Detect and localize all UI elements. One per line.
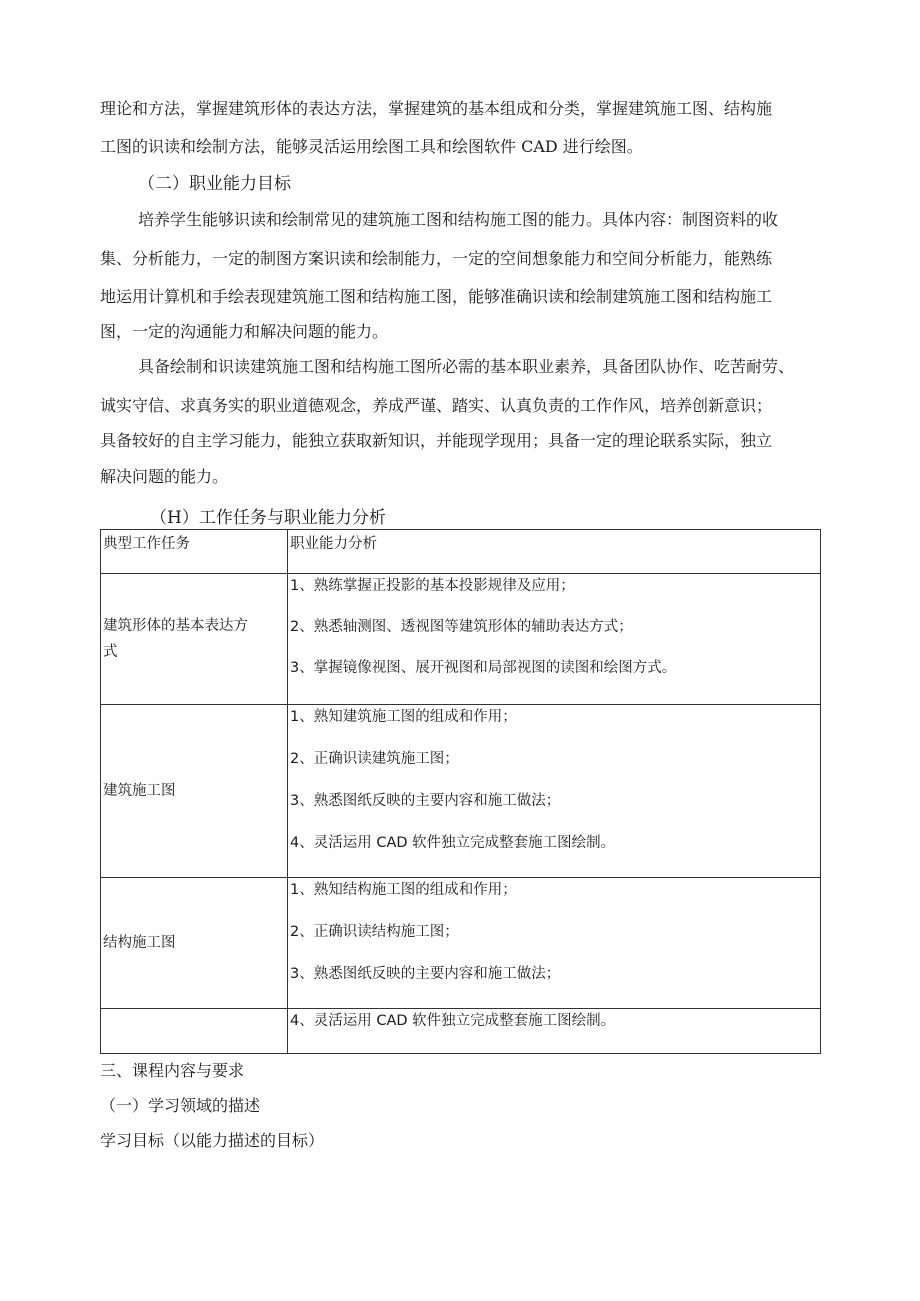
para1-line-4: 图，一定的沟通能力和解决问题的能力。 bbox=[100, 322, 389, 341]
header-cell-task: 典型工作任务 bbox=[101, 530, 288, 574]
ability-item: 3、熟悉图纸反映的主要内容和施工做法； bbox=[290, 966, 561, 982]
intro-line-2: 工图的识读和绘制方法，能够灵活运用绘图工具和绘图软件 CAD 进行绘图。 bbox=[100, 137, 643, 156]
ability-cell bbox=[288, 878, 821, 1009]
task-cell: 建筑形体的基本表达方 式 bbox=[101, 574, 288, 705]
ability-cell bbox=[288, 1009, 821, 1054]
ability-item: 3、熟悉图纸反映的主要内容和施工做法； bbox=[290, 793, 561, 809]
ability-item: 1、熟知结构施工图的组成和作用； bbox=[290, 882, 517, 898]
task-cell: 建筑施工图 bbox=[101, 705, 288, 878]
learning-goal-label: 学习目标（以能力描述的目标） bbox=[100, 1131, 325, 1150]
ability-item: 3、掌握镜像视图、展开视图和局部视图的读图和绘图方式。 bbox=[290, 660, 677, 676]
subsection-1-title: （一）学习领域的描述 bbox=[100, 1096, 261, 1115]
table-header-row bbox=[101, 530, 821, 574]
ability-cell bbox=[288, 705, 821, 878]
ability-item: 2、熟悉轴测图、透视图等建筑形体的辅助表达方式； bbox=[290, 619, 633, 635]
ability-item: 1、熟练掌握正投影的基本投影规律及应用； bbox=[290, 578, 575, 594]
section-2-title: （二）职业能力目标 bbox=[138, 174, 291, 194]
ability-item: 4、灵活运用 CAD 软件独立完成整套施工图绘制。 bbox=[290, 835, 616, 851]
ability-item: 1、熟知建筑施工图的组成和作用； bbox=[290, 709, 517, 725]
ability-item: 2、正确识读建筑施工图； bbox=[290, 751, 459, 767]
table-row bbox=[101, 574, 821, 705]
table-row bbox=[101, 705, 821, 878]
table-row bbox=[101, 878, 821, 1009]
header-cell-ability: 职业能力分析 bbox=[288, 530, 821, 574]
section-3-title: 三、课程内容与要求 bbox=[100, 1061, 245, 1080]
para2-line-3: 具备较好的自主学习能力，能独立获取新知识，并能现学现用；具备一定的理论联系实际，独立 bbox=[100, 431, 773, 450]
para2-line-4: 解决问题的能力。 bbox=[100, 467, 229, 486]
task-ability-table bbox=[100, 529, 821, 1054]
ability-item: 4、灵活运用 CAD 软件独立完成整套施工图绘制。 bbox=[290, 1013, 616, 1029]
para2-line-2: 诚实守信、求真务实的职业道德观念，养成严谨、踏实、认真负责的工作作风，培养创新意识； bbox=[100, 396, 773, 415]
para1-line-2: 集、分析能力，一定的制图方案识读和绘制能力，一定的空间想象能力和空间分析能力，能熟练 bbox=[100, 249, 773, 268]
para1-line-1: 培养学生能够识读和绘制常见的建筑施工图和结构施工图的能力。具体内容：制图资料的收 bbox=[138, 210, 779, 229]
ability-item: 2、正确识读结构施工图； bbox=[290, 924, 459, 940]
task-cell bbox=[101, 1009, 288, 1054]
intro-line-1: 理论和方法，掌握建筑形体的表达方法，掌握建筑的基本组成和分类，掌握建筑施工图、结构施 bbox=[100, 99, 773, 118]
table-row bbox=[101, 1009, 821, 1054]
task-cell: 结构施工图 bbox=[101, 878, 288, 1009]
para1-line-3: 地运用计算机和手绘表现建筑施工图和结构施工图，能够准确识读和绘制建筑施工图和结构施工 bbox=[100, 287, 773, 306]
para2-line-1: 具备绘制和识读建筑施工图和结构施工图所必需的基本职业素养，具备团队协作、吃苦耐劳、 bbox=[138, 357, 795, 376]
ability-cell bbox=[288, 574, 821, 705]
table-caption: （H）工作任务与职业能力分析 bbox=[150, 508, 386, 528]
